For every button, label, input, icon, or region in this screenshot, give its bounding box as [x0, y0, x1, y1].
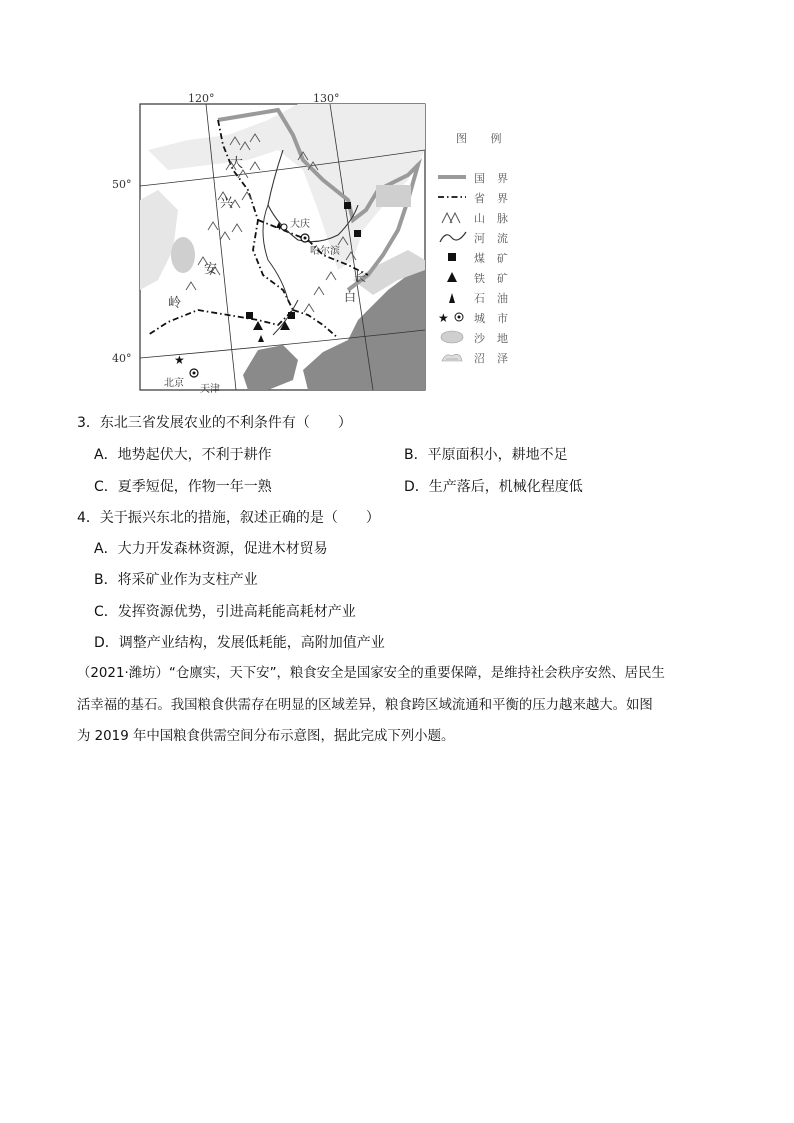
coal-mine-symbol — [246, 312, 253, 319]
legend-title: 图 例 — [456, 132, 512, 145]
iron-mine-icon — [438, 268, 468, 286]
marsh-area — [376, 185, 411, 207]
coal-mine-symbol — [344, 202, 351, 209]
question-4-option-b[interactable]: B．将采矿业作为支柱产业 — [94, 572, 258, 588]
coal-mine-symbol — [288, 312, 295, 319]
question-3-option-a[interactable]: A．地势起伏大，不利于耕作 — [94, 447, 272, 463]
harbin-label: 哈尔滨 — [310, 246, 340, 257]
river-icon — [438, 228, 468, 246]
lat-40-label: 40° — [112, 352, 132, 365]
city-icon — [438, 308, 468, 326]
lat-50-label: 50° — [112, 178, 132, 191]
passage-line-1: （2021·潍坊）“仓廪实，天下安”，粮食安全是国家安全的重要保障，是维持社会秩序安然、居民生 — [77, 666, 665, 681]
provincial-border-icon — [438, 188, 468, 206]
lon-120-label: 120° — [188, 92, 215, 105]
question-3-option-b[interactable]: B．平原面积小，耕地不足 — [404, 447, 568, 463]
legend-item: ★ 城市 — [438, 308, 523, 328]
question-4-option-d[interactable]: D．调整产业结构，发展低耗能，高附加值产业 — [94, 635, 385, 651]
legend-item: 铁矿 — [438, 268, 523, 288]
daqing-city — [281, 224, 287, 230]
northeast-china-map — [108, 90, 528, 395]
coal-mine-symbol — [354, 230, 361, 237]
question-3-option-c[interactable]: C．夏季短促，作物一年一熟 — [94, 479, 272, 495]
passage-line-2: 活幸福的基石。我国粮食供需存在明显的区域差异，粮食跨区域流通和平衡的压力越来越大。如图 — [77, 698, 653, 713]
question-4-stem: 4．关于振兴东北的措施，叙述正确的是（ ） — [77, 510, 380, 526]
bai-label: 白 — [344, 290, 357, 304]
legend-item: 山脉 — [438, 208, 523, 228]
da-label: 大 — [230, 156, 244, 171]
legend-item: 石油 — [438, 288, 523, 308]
legend-item: 省界 — [438, 188, 523, 208]
mountain-icon — [438, 208, 468, 226]
passage-line-3: 为 2019 年中国粮食供需空间分布示意图，据此完成下列小题。 — [77, 729, 455, 744]
beijing-label: 北京 — [164, 378, 184, 389]
oil-icon — [438, 288, 468, 306]
legend-item: 国界 — [438, 168, 523, 188]
legend-item: 沙地 — [438, 328, 523, 348]
beijing-star: ★ — [174, 353, 185, 367]
legend-item: 沼泽 — [438, 348, 523, 368]
legend-item: 煤矿 — [438, 248, 523, 268]
legend-item: 河流 — [438, 228, 523, 248]
tianjin-label: 天津 — [200, 384, 220, 395]
question-3-stem: 3．东北三省发展农业的不利条件有（ ） — [77, 415, 352, 431]
marsh-icon — [438, 348, 468, 366]
question-4-option-c[interactable]: C．发挥资源优势，引进高耗能高耗材产业 — [94, 604, 356, 620]
sand-area — [171, 237, 195, 273]
sand-icon — [438, 328, 468, 346]
svg-text:★: ★ — [438, 311, 449, 325]
national-border-icon — [438, 168, 468, 186]
an-label: 安 — [204, 262, 218, 277]
xing-label: 兴 — [220, 196, 234, 211]
ling-label: 岭 — [168, 296, 182, 311]
coal-mine-icon — [438, 248, 468, 266]
daqing-label: 大庆 — [290, 219, 310, 230]
question-4-option-a[interactable]: A．大力开发森林资源，促进木材贸易 — [94, 541, 328, 557]
lon-130-label: 130° — [313, 92, 340, 105]
question-3-option-d[interactable]: D．生产落后，机械化程度低 — [404, 479, 583, 495]
chang-label: 长 — [354, 270, 367, 284]
